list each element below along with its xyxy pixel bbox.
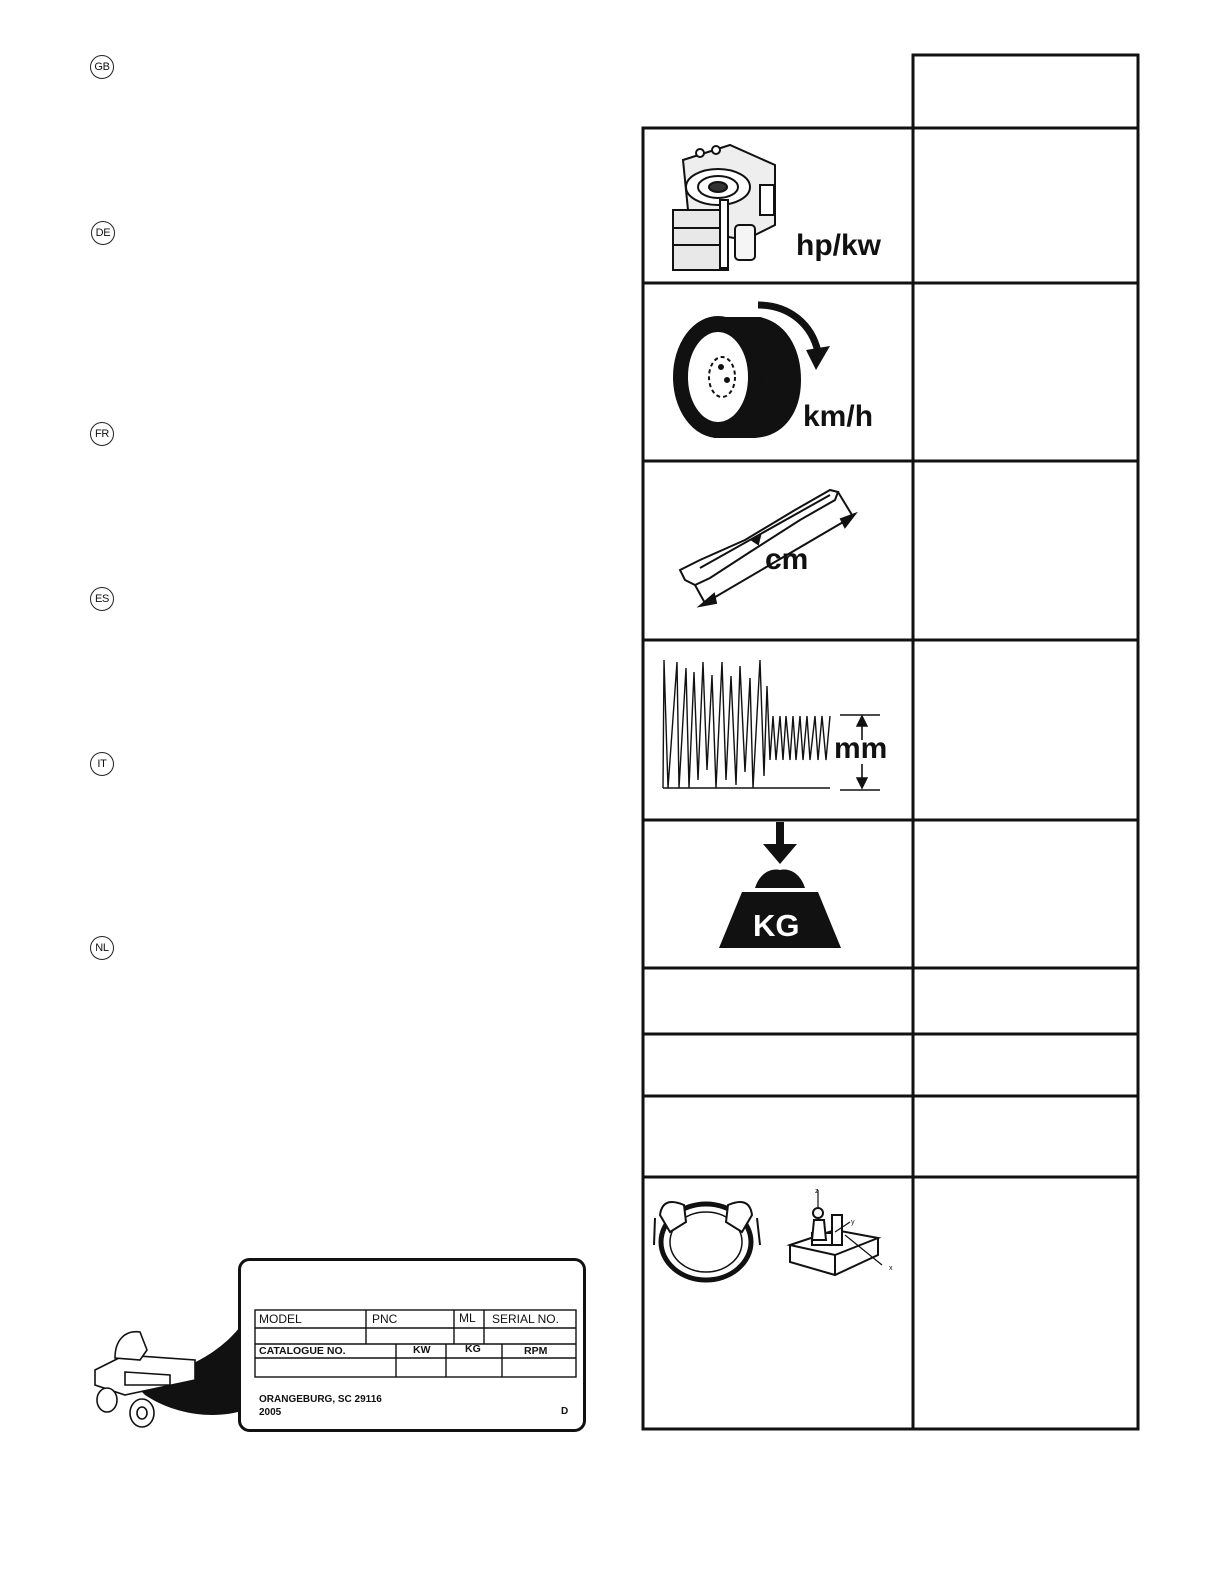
language-badge-de: DE	[91, 221, 115, 245]
tractor-illustration	[85, 1320, 255, 1440]
label-serial-number: SERIAL NO.	[492, 1312, 559, 1326]
label-code: D	[561, 1406, 569, 1417]
label-year: 2005	[259, 1407, 282, 1418]
label-ml: ML	[459, 1311, 476, 1325]
label-model: MODEL	[259, 1312, 302, 1326]
svg-text:z: z	[815, 1188, 819, 1195]
unit-label-cutting-width: cm	[765, 543, 809, 576]
language-badge-es: ES	[90, 587, 114, 611]
label-address: ORANGEBURG, SC 29116	[259, 1394, 382, 1405]
label-kg: KG	[465, 1343, 481, 1355]
steering-wheel-vibration-icon	[654, 1188, 893, 1280]
svg-text:y: y	[851, 1219, 855, 1226]
label-pnc: PNC	[372, 1312, 398, 1326]
language-badge-it: IT	[90, 752, 114, 776]
language-badge-gb: GB	[90, 55, 114, 79]
rating-label	[238, 1258, 586, 1432]
grass-height-icon	[663, 660, 880, 790]
label-rpm: RPM	[524, 1345, 548, 1357]
unit-label-power: hp/kw	[796, 229, 882, 262]
language-badge-nl: NL	[90, 936, 114, 960]
label-kw: KW	[413, 1344, 431, 1356]
label-catalogue-number: CATALOGUE NO.	[259, 1345, 346, 1357]
language-badge-fr: FR	[90, 422, 114, 446]
unit-label-weight: KG	[753, 908, 800, 943]
unit-label-cutting-height: mm	[834, 732, 888, 765]
unit-label-speed: km/h	[803, 400, 874, 433]
svg-text:x: x	[889, 1265, 893, 1272]
engine-icon	[673, 145, 775, 270]
